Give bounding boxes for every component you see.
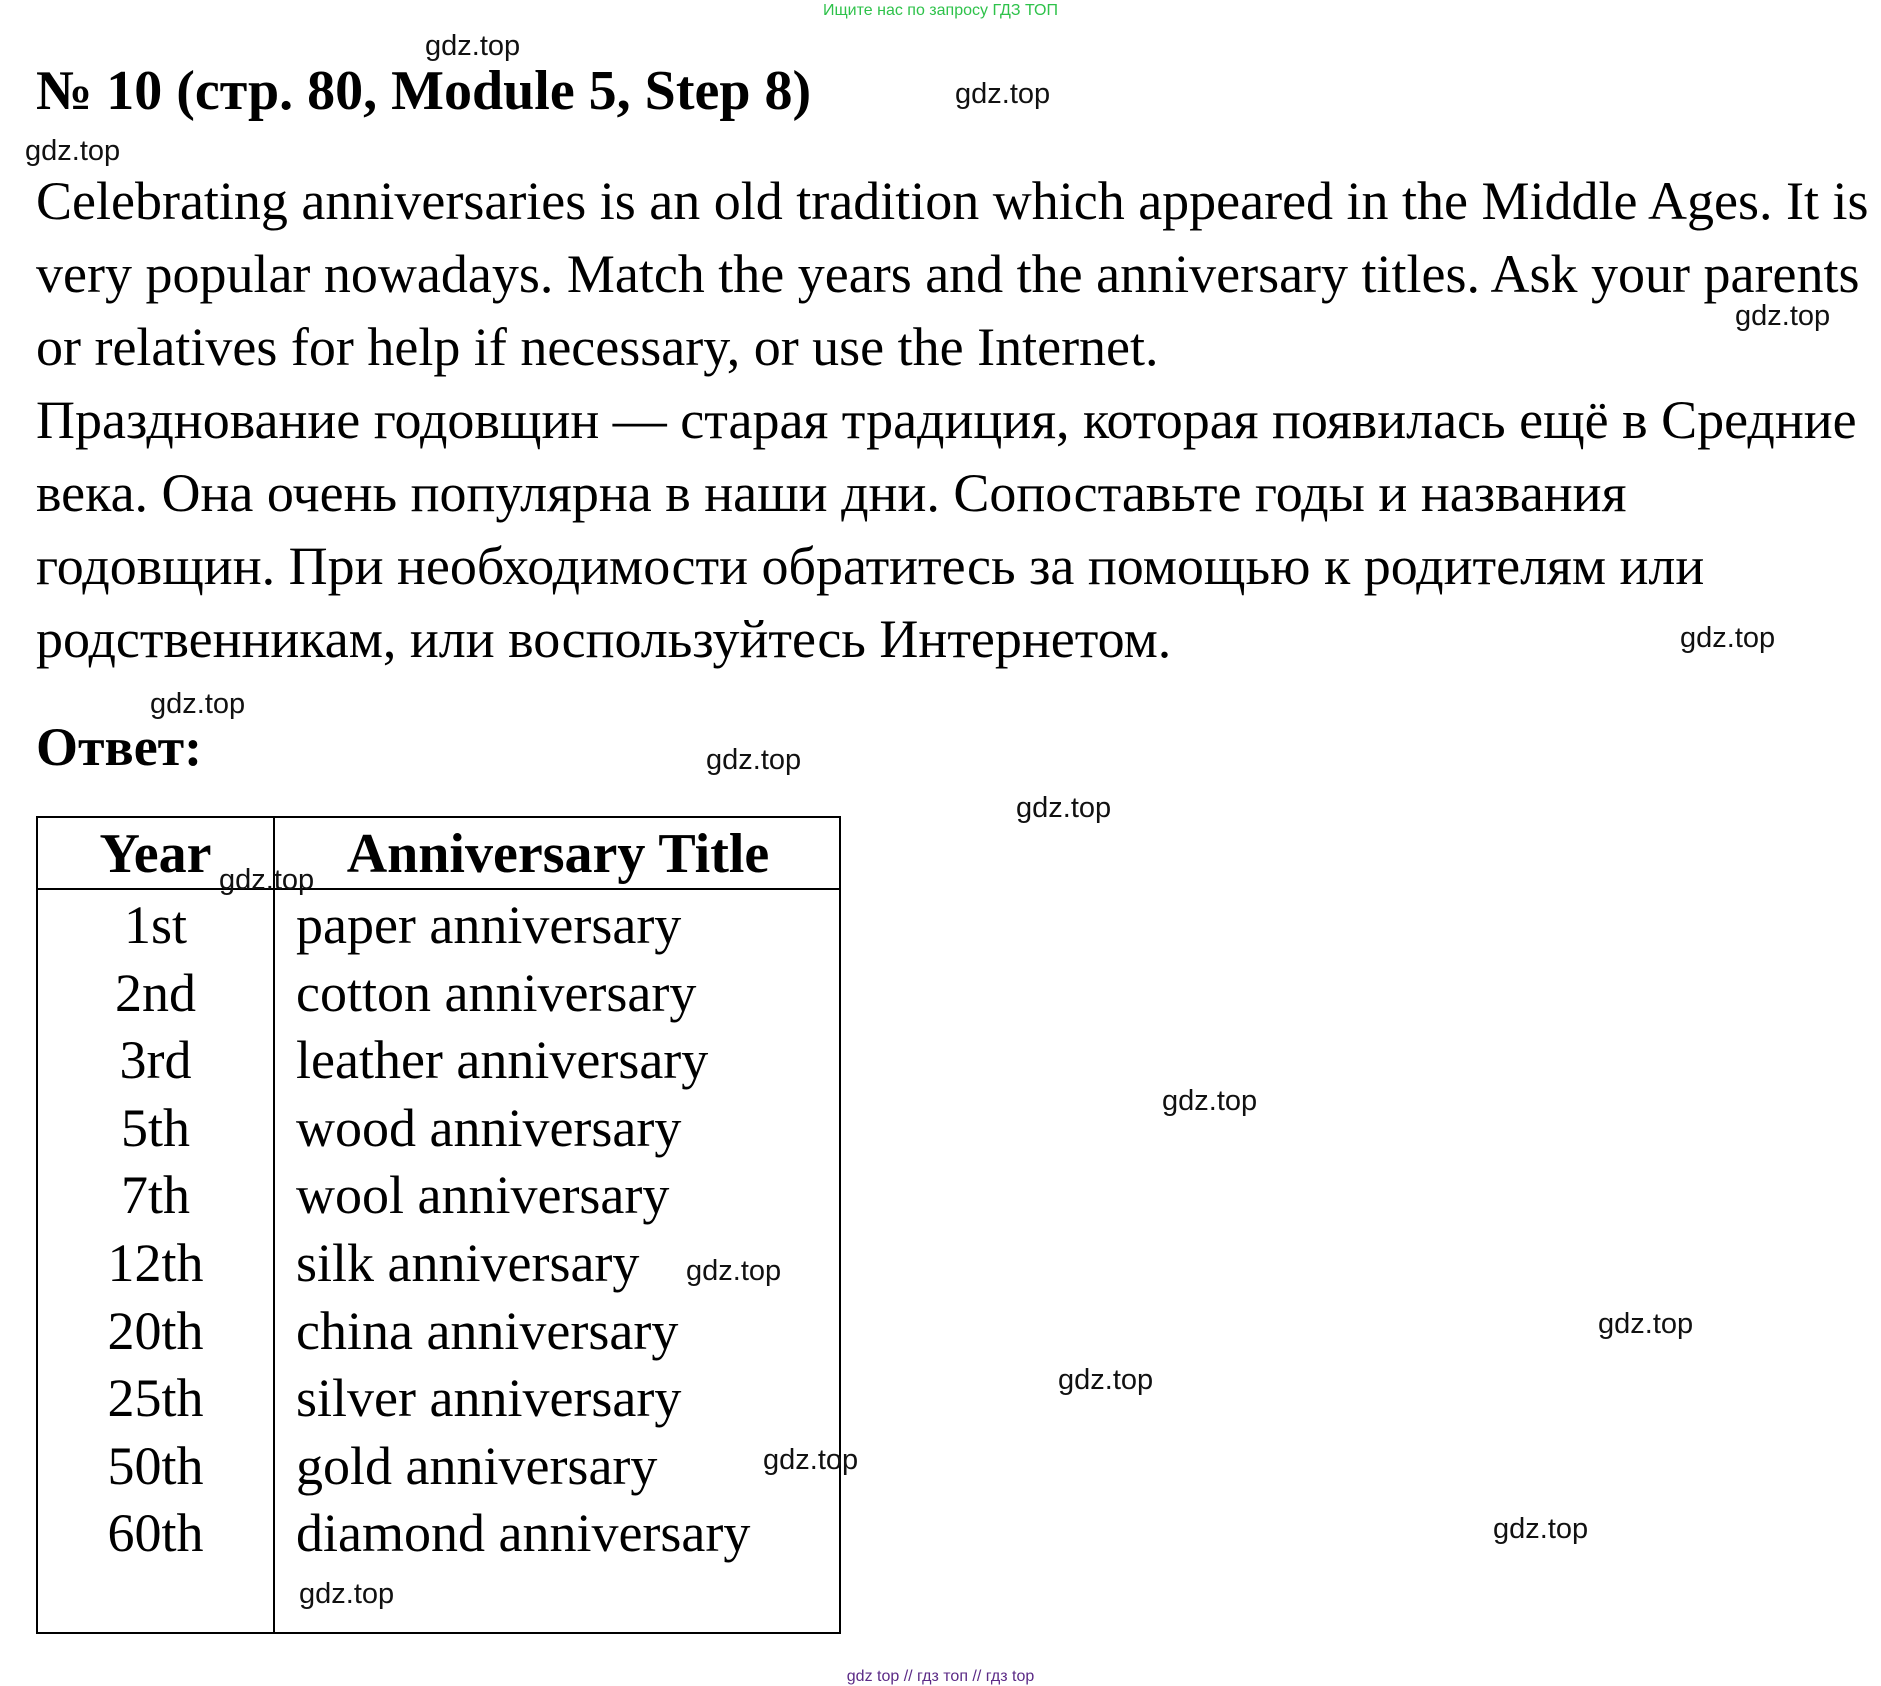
watermark: gdz.top bbox=[1016, 792, 1112, 824]
table-row bbox=[38, 960, 839, 1028]
watermark: gdz.top bbox=[1598, 1308, 1694, 1340]
title-cell: wood anniversary bbox=[296, 1097, 682, 1158]
year-cell: 12th bbox=[107, 1232, 204, 1293]
table-row bbox=[38, 1027, 839, 1095]
header-anniversary-title: Anniversary Title bbox=[346, 823, 770, 885]
title-cell: paper anniversary bbox=[296, 895, 682, 955]
table-rows bbox=[38, 892, 839, 1568]
watermark: gdz.top bbox=[219, 864, 315, 896]
table-row bbox=[38, 892, 839, 960]
instruction-english: Celebrating anniversaries is an old tradition which appeared in the Middle Ages. It is very popular nowadays. Match the years and the anniversary titles. Ask your parents or relatives for help if necessary, or use the Internet. bbox=[36, 171, 1869, 377]
year-cell: 20th bbox=[107, 1300, 204, 1361]
watermark: gdz.top bbox=[1493, 1513, 1589, 1545]
watermark: gdz.top bbox=[1735, 300, 1831, 332]
top-banner: Ищите нас по запросу ГДЗ ТОП bbox=[823, 2, 1058, 19]
watermark: gdz.top bbox=[955, 78, 1051, 110]
watermark: gdz.top bbox=[150, 688, 246, 720]
title-cell: wool anniversary bbox=[296, 1165, 670, 1226]
year-cell: 2nd bbox=[115, 962, 196, 1023]
title-cell: cotton anniversary bbox=[296, 962, 697, 1023]
footer-watermark: gdz top // гдз топ // гдз top bbox=[846, 1668, 1035, 1685]
watermark: gdz.top bbox=[1162, 1085, 1258, 1117]
watermark: gdz.top bbox=[763, 1444, 859, 1476]
year-cell: 3rd bbox=[119, 1030, 192, 1091]
year-cell: 5th bbox=[120, 1097, 190, 1158]
title-cell: leather anniversary bbox=[296, 1030, 709, 1091]
header-year: Year bbox=[99, 823, 212, 885]
watermark: gdz.top bbox=[686, 1255, 782, 1287]
table-row bbox=[38, 1433, 839, 1501]
year-cell: 25th bbox=[107, 1368, 204, 1429]
table-row bbox=[38, 1095, 839, 1163]
watermark: gdz.top bbox=[425, 30, 521, 62]
table-row bbox=[38, 1298, 839, 1366]
header-divider bbox=[38, 888, 839, 890]
instruction-russian: Празднование годовщин — старая традиция, которая появилась ещё в Средние века. Она очень популярна в наши дни. Сопоставьте годы и названия годовщин. При необходимости обратитесь за помощью к родителям или родственникам, или воспользуйтесь Интернетом. bbox=[36, 390, 1857, 669]
year-cell: 1st bbox=[123, 895, 188, 955]
watermark: gdz.top bbox=[706, 744, 802, 776]
title-cell: diamond anniversary bbox=[296, 1503, 751, 1564]
answer-table bbox=[36, 816, 841, 1634]
exercise-heading: № 10 (стр. 80, Module 5, Step 8) bbox=[36, 60, 812, 122]
watermark: gdz.top bbox=[299, 1578, 395, 1610]
table-row bbox=[38, 1162, 839, 1230]
year-cell: 50th bbox=[107, 1435, 204, 1496]
answer-label: Ответ: bbox=[36, 717, 203, 777]
title-cell: silver anniversary bbox=[296, 1368, 682, 1429]
year-cell: 7th bbox=[120, 1165, 190, 1226]
watermark: gdz.top bbox=[1680, 622, 1776, 654]
title-cell: gold anniversary bbox=[296, 1435, 658, 1496]
title-cell: china anniversary bbox=[296, 1300, 679, 1361]
table-row bbox=[38, 1365, 839, 1433]
title-cell: silk anniversary bbox=[296, 1232, 640, 1293]
watermark: gdz.top bbox=[1058, 1364, 1154, 1396]
year-cell: 60th bbox=[107, 1503, 204, 1564]
watermark: gdz.top bbox=[25, 135, 121, 167]
table-row bbox=[38, 1500, 839, 1568]
